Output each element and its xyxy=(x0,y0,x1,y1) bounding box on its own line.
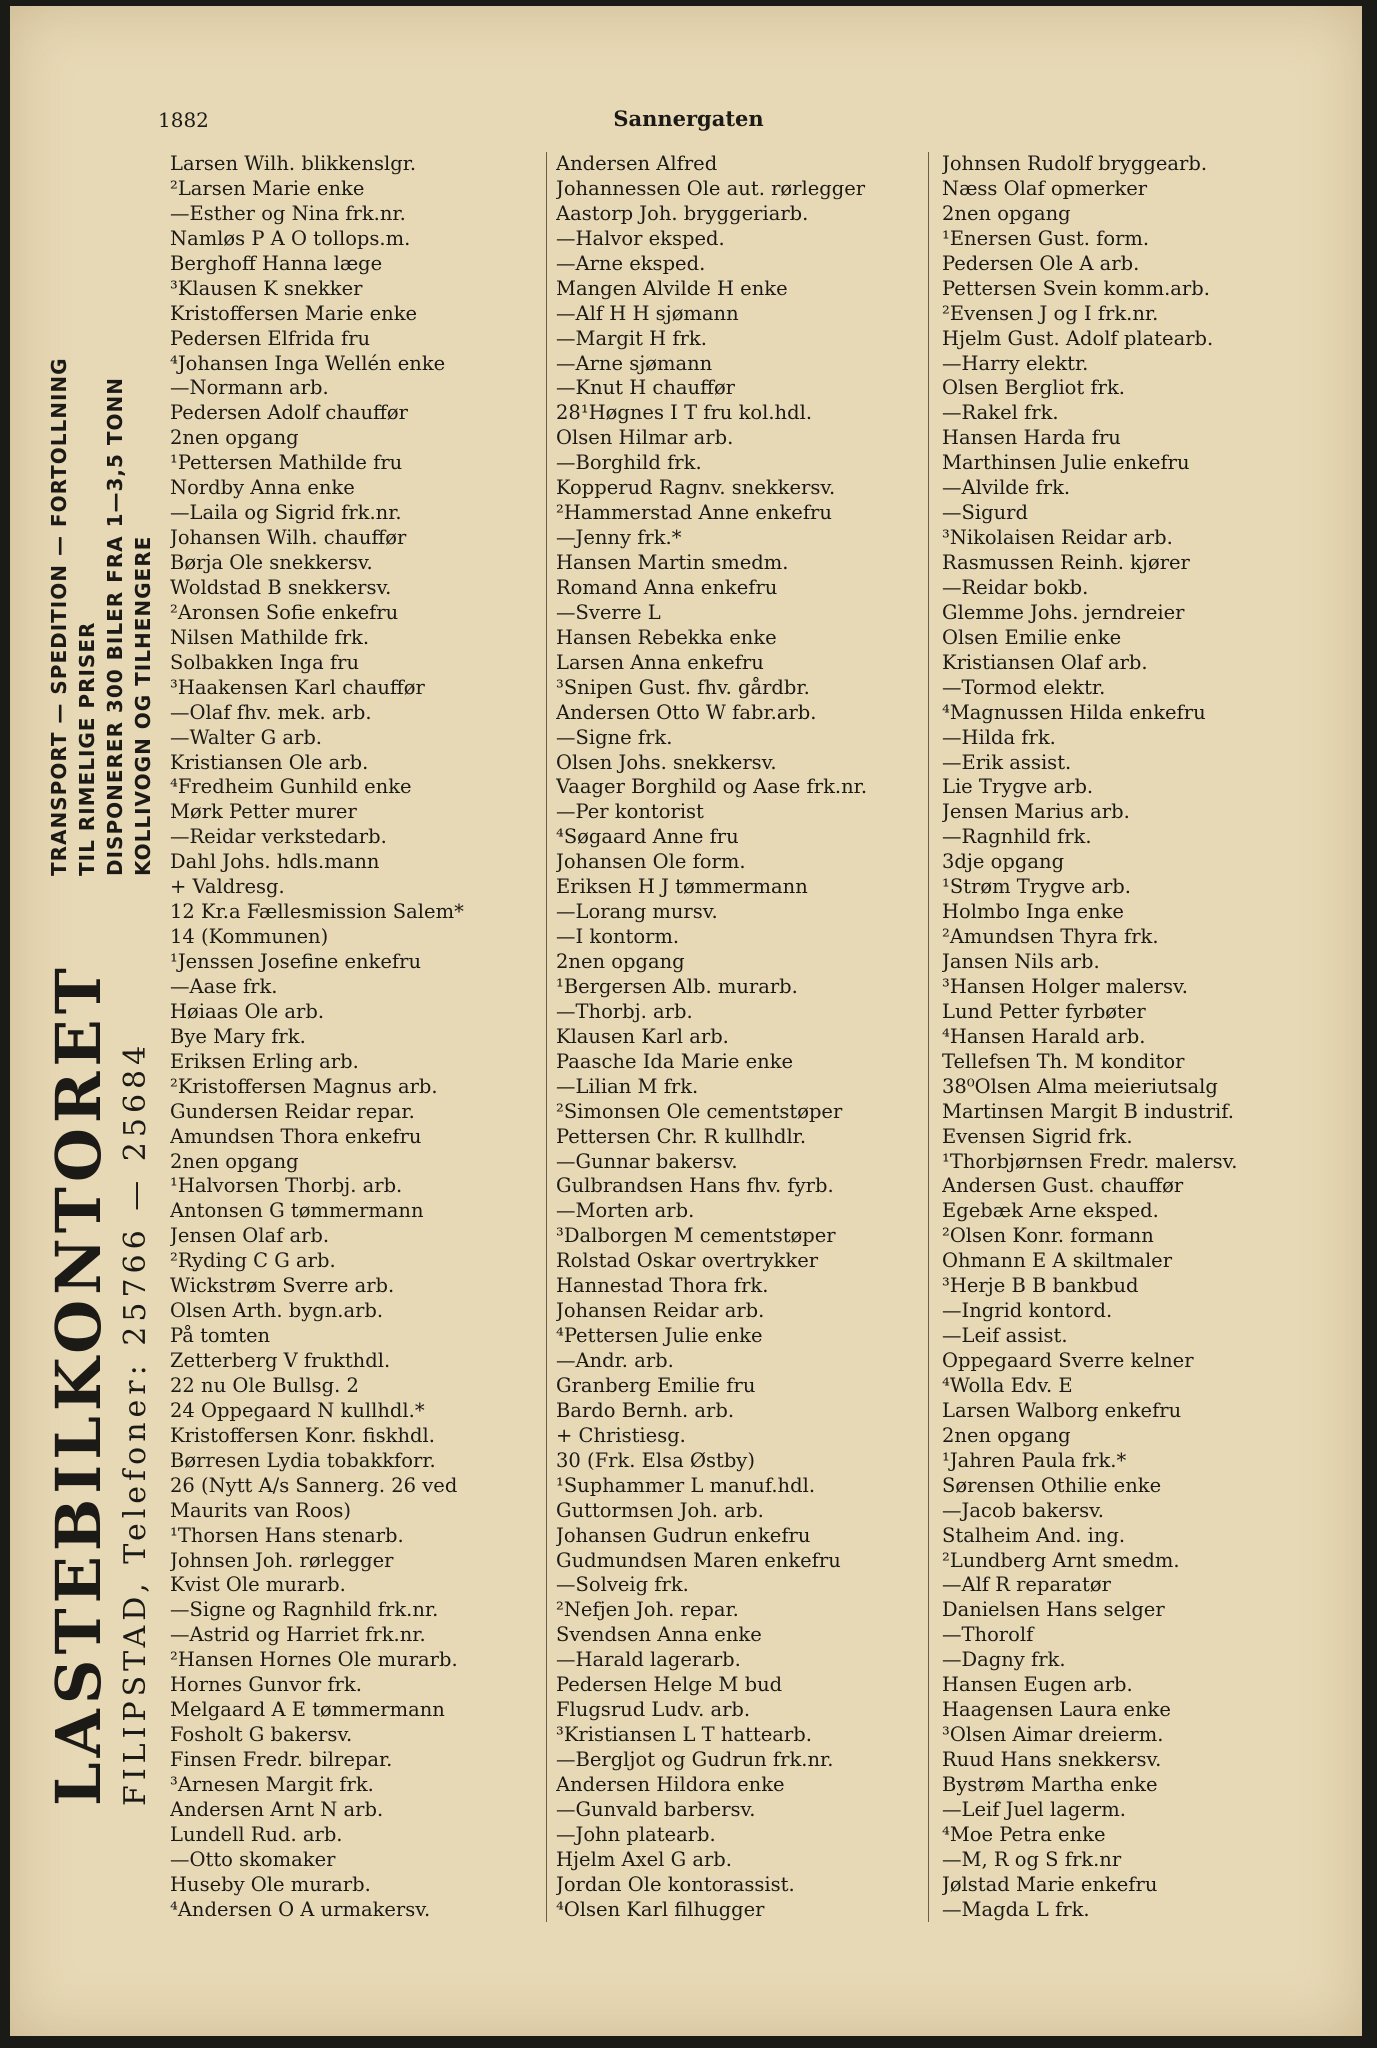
list-item: Kvist Ole murarb. xyxy=(170,1573,346,1597)
list-item: Johansen Reidar arb. xyxy=(556,1299,765,1323)
list-item: —Tormod elektr. xyxy=(942,675,1106,699)
list-item: Lundell Rud. arb. xyxy=(170,1822,343,1846)
list-item: 28¹Høgnes I T fru kol.hdl. xyxy=(556,401,813,425)
list-item: ²Larsen Marie enke xyxy=(170,176,365,200)
list-item: Berghoff Hanna læge xyxy=(170,251,383,275)
list-item: Lie Trygve arb. xyxy=(942,775,1094,799)
list-item: Børja Ole snekkersv. xyxy=(170,551,373,574)
directory-column-1 xyxy=(170,152,550,1932)
list-item: Eriksen Erling arb. xyxy=(170,1049,359,1073)
list-item: Bye Mary frk. xyxy=(170,1024,306,1048)
list-item: ³Kristiansen L T hattearb. xyxy=(556,1723,812,1747)
list-item: —Astrid og Harriet frk.nr. xyxy=(170,1623,426,1647)
list-item: Hjelm Gust. Adolf platearb. xyxy=(942,326,1214,350)
list-item: Jensen Marius arb. xyxy=(942,800,1130,824)
list-item: 22 nu Ole Bullsg. 2 xyxy=(170,1373,359,1397)
list-item: —Normann arb. xyxy=(170,376,329,400)
list-item: Jansen Nils arb. xyxy=(942,950,1100,973)
ad-fleet-line: DISPONERER 300 BILER FRA 1—3,5 TONN xyxy=(103,376,127,876)
list-item: Vaager Borghild og Aase frk.nr. xyxy=(556,775,868,799)
list-item: Holmbo Inga enke xyxy=(942,900,1124,924)
list-item: Mangen Alvilde H enke xyxy=(556,276,788,300)
list-item: Gudmundsen Maren enkefru xyxy=(556,1548,841,1572)
list-item: —Esther og Nina frk.nr. xyxy=(170,201,406,225)
list-item: Kopperud Ragnv. snekkersv. xyxy=(556,476,836,500)
list-item: Ruud Hans snekkersv. xyxy=(942,1748,1162,1771)
list-item: Melgaard A E tømmermann xyxy=(170,1698,445,1722)
list-item: Glemme Johs. jerndreier xyxy=(942,600,1185,624)
list-item: 14 (Kommunen) xyxy=(170,925,329,949)
list-item: —Arne sjømann xyxy=(556,351,713,375)
list-item: Hornes Gunvor frk. xyxy=(170,1673,362,1697)
list-item: Kristiansen Ole arb. xyxy=(170,750,369,774)
list-item: —Alvilde frk. xyxy=(942,476,1071,500)
page-number: 1882 xyxy=(158,108,209,132)
list-item: —Walter G arb. xyxy=(170,725,323,749)
list-item: Hansen Harda fru xyxy=(942,426,1121,450)
list-item: Johansen Gudrun enkefru xyxy=(556,1523,811,1547)
list-item: 2nen opgang xyxy=(942,1423,1071,1447)
list-item: —Reidar verkstedarb. xyxy=(170,825,387,849)
list-item: ¹Suphammer L manuf.hdl. xyxy=(556,1473,816,1497)
list-item: Kristoffersen Konr. fiskhdl. xyxy=(170,1423,435,1447)
list-item: —Olaf fhv. mek. arb. xyxy=(170,700,372,724)
list-item: Finsen Fredr. bilrepar. xyxy=(170,1748,393,1771)
list-item: Fosholt G bakersv. xyxy=(170,1723,353,1747)
list-item: Flugsrud Ludv. arb. xyxy=(556,1698,751,1722)
list-item: Marthinsen Julie enkefru xyxy=(942,451,1190,475)
list-item: Gundersen Reidar repar. xyxy=(170,1099,415,1123)
list-item: ³Nikolaisen Reidar arb. xyxy=(942,526,1173,550)
list-item: Hjelm Axel G arb. xyxy=(556,1847,732,1871)
list-item: ³Arnesen Margit frk. xyxy=(170,1772,374,1796)
list-item: Tellefsen Th. M konditor xyxy=(942,1049,1185,1073)
list-item: Jensen Olaf arb. xyxy=(170,1224,330,1248)
list-item: —Rakel frk. xyxy=(942,401,1059,425)
list-item: Maurits van Roos) xyxy=(170,1498,351,1522)
list-item: Andersen Arnt N arb. xyxy=(170,1797,384,1821)
list-item: —Jacob bakersv. xyxy=(942,1498,1104,1522)
list-item: —Erik assist. xyxy=(942,750,1072,774)
list-item: —I kontorm. xyxy=(556,925,680,949)
list-item: Jølstad Marie enkefru xyxy=(942,1872,1158,1896)
list-item: 2nen opgang xyxy=(942,201,1071,225)
list-item: —Morten arb. xyxy=(556,1199,695,1223)
list-item: Johansen Ole form. xyxy=(556,850,746,874)
list-item: Pedersen Helge M bud xyxy=(556,1673,783,1697)
list-item: Hannestad Thora frk. xyxy=(556,1274,769,1298)
list-item: ⁴Pettersen Julie enke xyxy=(556,1324,763,1348)
list-item: Ohmann E A skiltmaler xyxy=(942,1249,1173,1273)
list-item: ⁴Johansen Inga Wellén enke xyxy=(170,351,446,375)
list-item: 2nen opgang xyxy=(556,950,685,973)
list-item: Olsen Bergliot frk. xyxy=(942,376,1126,400)
list-item: —Aase frk. xyxy=(170,974,278,998)
list-item: Hansen Rebekka enke xyxy=(556,625,777,649)
list-item: Høiaas Ole arb. xyxy=(170,999,325,1023)
list-item: Bardo Bernh. arb. xyxy=(556,1398,735,1422)
list-item: —Dagny frk. xyxy=(942,1648,1066,1672)
list-item: Rolstad Oskar overtrykker xyxy=(556,1249,819,1273)
list-item: —M, R og S frk.nr xyxy=(942,1847,1122,1871)
list-item: —Harald lagerarb. xyxy=(556,1648,741,1672)
ad-trailers-line: KOLLIVOGN OG TILHENGERE xyxy=(131,535,155,876)
list-item: —Thorolf xyxy=(942,1623,1034,1647)
list-item: —Sverre L xyxy=(556,600,661,624)
list-item: ¹Jenssen Josefine enkefru xyxy=(170,950,422,973)
list-item: Namløs P A O tollops.m. xyxy=(170,226,411,250)
list-item: —Lilian M frk. xyxy=(556,1074,699,1098)
list-item: Larsen Anna enkefru xyxy=(556,650,764,674)
list-item: 26 (Nytt A/s Sannerg. 26 ved xyxy=(170,1473,458,1497)
list-item: Larsen Wilh. blikkenslgr. xyxy=(170,152,417,175)
list-item: 2nen opgang xyxy=(170,426,299,450)
list-item: —Margit H frk. xyxy=(556,326,707,350)
list-item: Pedersen Adolf chauffør xyxy=(170,401,408,425)
list-item: ²Simonsen Ole cementstøper xyxy=(556,1099,843,1123)
list-item: —Hilda frk. xyxy=(942,725,1056,749)
list-item: 12 Kr.a Fællesmission Salem* xyxy=(170,900,464,924)
list-item: Kristiansen Olaf arb. xyxy=(942,650,1148,674)
list-item: Granberg Emilie fru xyxy=(556,1373,756,1397)
list-item: ²Lundberg Arnt smedm. xyxy=(942,1548,1180,1572)
list-item: Wickstrøm Sverre arb. xyxy=(170,1274,395,1298)
list-item: ²Kristoffersen Magnus arb. xyxy=(170,1074,438,1098)
list-item: Oppegaard Sverre kelner xyxy=(942,1349,1194,1372)
list-item: Woldstad B snekkersv. xyxy=(170,575,392,599)
list-item: Sørensen Othilie enke xyxy=(942,1473,1162,1497)
list-item: ²Olsen Konr. formann xyxy=(942,1224,1154,1248)
list-item: ¹Bergersen Alb. murarb. xyxy=(556,974,798,998)
list-item: Paasche Ida Marie enke xyxy=(556,1049,794,1073)
list-item: —Arne eksped. xyxy=(556,251,706,275)
list-item: ²Aronsen Sofie enkefru xyxy=(170,600,399,624)
list-item: —Laila og Sigrid frk.nr. xyxy=(170,501,402,525)
list-item: ²Ryding C G arb. xyxy=(170,1249,336,1273)
list-item: Hansen Martin smedm. xyxy=(556,551,789,574)
resident-list xyxy=(170,152,550,1923)
list-item: Haagensen Laura enke xyxy=(942,1698,1171,1722)
list-item: —Jenny frk.* xyxy=(556,526,682,550)
directory-column-3 xyxy=(942,152,1342,1932)
list-item: ⁴Moe Petra enke xyxy=(942,1822,1106,1846)
list-item: —Sigurd xyxy=(942,501,1028,525)
list-item: ³Herje B B bankbud xyxy=(942,1274,1139,1298)
list-item: Andersen Hildora enke xyxy=(556,1772,785,1796)
list-item: —Per kontorist xyxy=(556,800,704,824)
list-item: Pettersen Chr. R kullhdlr. xyxy=(556,1124,807,1148)
list-item: Andersen Otto W fabr.arb. xyxy=(556,700,817,724)
list-item: Børresen Lydia tobakkforr. xyxy=(170,1448,436,1472)
list-item: Egebæk Arne eksped. xyxy=(942,1199,1159,1223)
list-item: —Knut H chauffør xyxy=(556,376,736,400)
list-item: ²Nefjen Joh. repar. xyxy=(556,1598,739,1622)
list-item: ³Dalborgen M cementstøper xyxy=(556,1224,836,1248)
list-item: Olsen Hilmar arb. xyxy=(556,426,734,450)
list-item: ³Olsen Aimar dreierm. xyxy=(942,1723,1164,1747)
list-item: Nordby Anna enke xyxy=(170,476,355,500)
list-item: ¹Jahren Paula frk.* xyxy=(942,1448,1127,1472)
list-item: —Thorbj. arb. xyxy=(556,999,693,1023)
list-item: ⁴Søgaard Anne fru xyxy=(556,825,739,849)
street-title: Sannergaten xyxy=(613,106,764,131)
list-item: —Alf H H sjømann xyxy=(556,301,739,325)
list-item: Nilsen Mathilde frk. xyxy=(170,625,370,649)
list-item: Svendsen Anna enke xyxy=(556,1623,762,1647)
ad-prices-line: TIL RIMELIGE PRISER xyxy=(75,621,99,876)
list-item: ³Klausen K snekker xyxy=(170,276,363,300)
list-item: Mørk Petter murer xyxy=(170,800,357,824)
list-item: 24 Oppegaard N kullhdl.* xyxy=(170,1398,425,1422)
resident-list xyxy=(556,152,930,1923)
list-item: Andersen Alfred xyxy=(556,152,718,175)
list-item: —Ragnhild frk. xyxy=(942,825,1092,849)
list-item: Huseby Ole murarb. xyxy=(170,1872,371,1896)
list-item: —Borghild frk. xyxy=(556,451,702,475)
list-item: + Valdresg. xyxy=(170,875,285,899)
list-item: Romand Anna enkefru xyxy=(556,575,778,599)
list-item: —Signe frk. xyxy=(556,725,673,749)
list-item: Klausen Karl arb. xyxy=(556,1024,729,1048)
advertisement-strip xyxy=(44,266,184,1806)
list-item: —Gunvald barbersv. xyxy=(556,1797,756,1821)
list-item: —Magda L frk. xyxy=(942,1897,1090,1921)
list-item: —John platearb. xyxy=(556,1822,716,1846)
list-item: ⁴Olsen Karl filhugger xyxy=(556,1897,765,1921)
list-item: Amundsen Thora enkefru xyxy=(170,1124,422,1148)
list-item: ⁴Magnussen Hilda enkefru xyxy=(942,700,1206,724)
list-item: Larsen Walborg enkefru xyxy=(942,1398,1182,1422)
list-item: + Christiesg. xyxy=(556,1423,686,1447)
list-item: Solbakken Inga fru xyxy=(170,650,360,674)
list-item: Lund Petter fyrbøter xyxy=(942,999,1146,1023)
list-item: ⁴Wolla Edv. E xyxy=(942,1373,1073,1397)
list-item: Evensen Sigrid frk. xyxy=(942,1124,1133,1148)
list-item: —Harry elektr. xyxy=(942,351,1089,375)
list-item: ⁴Fredheim Gunhild enke xyxy=(170,775,412,799)
list-item: —Reidar bokb. xyxy=(942,575,1089,599)
list-item: Olsen Emilie enke xyxy=(942,625,1122,649)
list-item: —Alf R reparatør xyxy=(942,1573,1111,1597)
directory-column-2 xyxy=(556,152,930,1932)
ad-company-name: LASTEBILKONTORET xyxy=(42,963,115,1806)
ad-phone-line: FILIPSTAD, Telefoner: 25766 — 25684 xyxy=(118,1040,153,1806)
list-item: Guttormsen Joh. arb. xyxy=(556,1498,764,1522)
list-item: ²Amundsen Thyra frk. xyxy=(942,925,1159,949)
list-item: ⁴Hansen Harald arb. xyxy=(942,1024,1146,1048)
list-item: Aastorp Joh. bryggeriarb. xyxy=(556,201,809,225)
list-item: 38⁰Olsen Alma meieriutsalg xyxy=(942,1074,1218,1098)
list-item: —Andr. arb. xyxy=(556,1349,674,1372)
list-item: Eriksen H J tømmermann xyxy=(556,875,808,899)
list-item: Johnsen Joh. rørlegger xyxy=(170,1548,394,1572)
list-item: ¹Pettersen Mathilde fru xyxy=(170,451,403,475)
list-item: —Otto skomaker xyxy=(170,1847,336,1871)
list-item: Kristoffersen Marie enke xyxy=(170,301,418,325)
list-item: Bystrøm Martha enke xyxy=(942,1772,1158,1796)
list-item: 3dje opgang xyxy=(942,850,1065,874)
list-item: ¹Strøm Trygve arb. xyxy=(942,875,1131,899)
list-item: —Leif assist. xyxy=(942,1324,1068,1348)
list-item: ¹Halvorsen Thorbj. arb. xyxy=(170,1174,403,1198)
list-item: Johnsen Rudolf bryggearb. xyxy=(942,152,1208,175)
list-item: Johansen Wilh. chauffør xyxy=(170,526,407,550)
list-item: På tomten xyxy=(170,1324,271,1348)
list-item: —Solveig frk. xyxy=(556,1573,689,1597)
list-item: Olsen Johs. snekkersv. xyxy=(556,750,777,774)
list-item: —Signe og Ragnhild frk.nr. xyxy=(170,1598,439,1622)
ad-services-line: TRANSPORT — SPEDITION — FORTOLLNING xyxy=(47,357,71,876)
list-item: Zetterberg V frukthdl. xyxy=(170,1349,391,1372)
list-item: 30 (Frk. Elsa Østby) xyxy=(556,1448,755,1472)
list-item: Næss Olaf opmerker xyxy=(942,176,1148,200)
list-item: Danielsen Hans selger xyxy=(942,1598,1165,1622)
list-item: Dahl Johs. hdls.mann xyxy=(170,850,380,874)
list-item: ³Snipen Gust. fhv. gårdbr. xyxy=(556,675,810,699)
list-item: —Ingrid kontord. xyxy=(942,1299,1113,1323)
list-item: Hansen Eugen arb. xyxy=(942,1673,1133,1697)
resident-list xyxy=(942,152,1342,1923)
list-item: —Lorang mursv. xyxy=(556,900,718,924)
list-item: —Bergljot og Gudrun frk.nr. xyxy=(556,1748,834,1771)
list-item: Martinsen Margit B industrif. xyxy=(942,1099,1235,1123)
list-item: 2nen opgang xyxy=(170,1149,299,1173)
list-item: —Gunnar bakersv. xyxy=(556,1149,738,1173)
list-item: Pedersen Elfrida fru xyxy=(170,326,371,350)
list-item: Johannessen Ole aut. rørlegger xyxy=(556,176,866,200)
list-item: Pedersen Ole A arb. xyxy=(942,251,1140,275)
list-item: Stalheim And. ing. xyxy=(942,1523,1126,1547)
list-item: ¹Thorsen Hans stenarb. xyxy=(170,1523,404,1547)
list-item: ²Evensen J og I frk.nr. xyxy=(942,301,1159,325)
list-item: ³Hansen Holger malersv. xyxy=(942,974,1188,998)
list-item: ¹Enersen Gust. form. xyxy=(942,226,1150,250)
list-item: —Leif Juel lagerm. xyxy=(942,1797,1126,1821)
list-item: ¹Thorbjørnsen Fredr. malersv. xyxy=(942,1149,1238,1173)
list-item: Jordan Ole kontorassist. xyxy=(556,1872,795,1896)
list-item: ²Hammerstad Anne enkefru xyxy=(556,501,832,525)
list-item: ⁴Andersen O A urmakersv. xyxy=(170,1897,431,1921)
list-item: Rasmussen Reinh. kjører xyxy=(942,551,1190,574)
list-item: Andersen Gust. chauffør xyxy=(942,1174,1184,1198)
list-item: Pettersen Svein komm.arb. xyxy=(942,276,1210,300)
list-item: Gulbrandsen Hans fhv. fyrb. xyxy=(556,1174,834,1198)
list-item: Antonsen G tømmermann xyxy=(170,1199,424,1223)
list-item: ³Haakensen Karl chauffør xyxy=(170,675,425,699)
list-item: Olsen Arth. bygn.arb. xyxy=(170,1299,384,1323)
list-item: ²Hansen Hornes Ole murarb. xyxy=(170,1648,458,1672)
list-item: —Halvor eksped. xyxy=(556,226,725,250)
